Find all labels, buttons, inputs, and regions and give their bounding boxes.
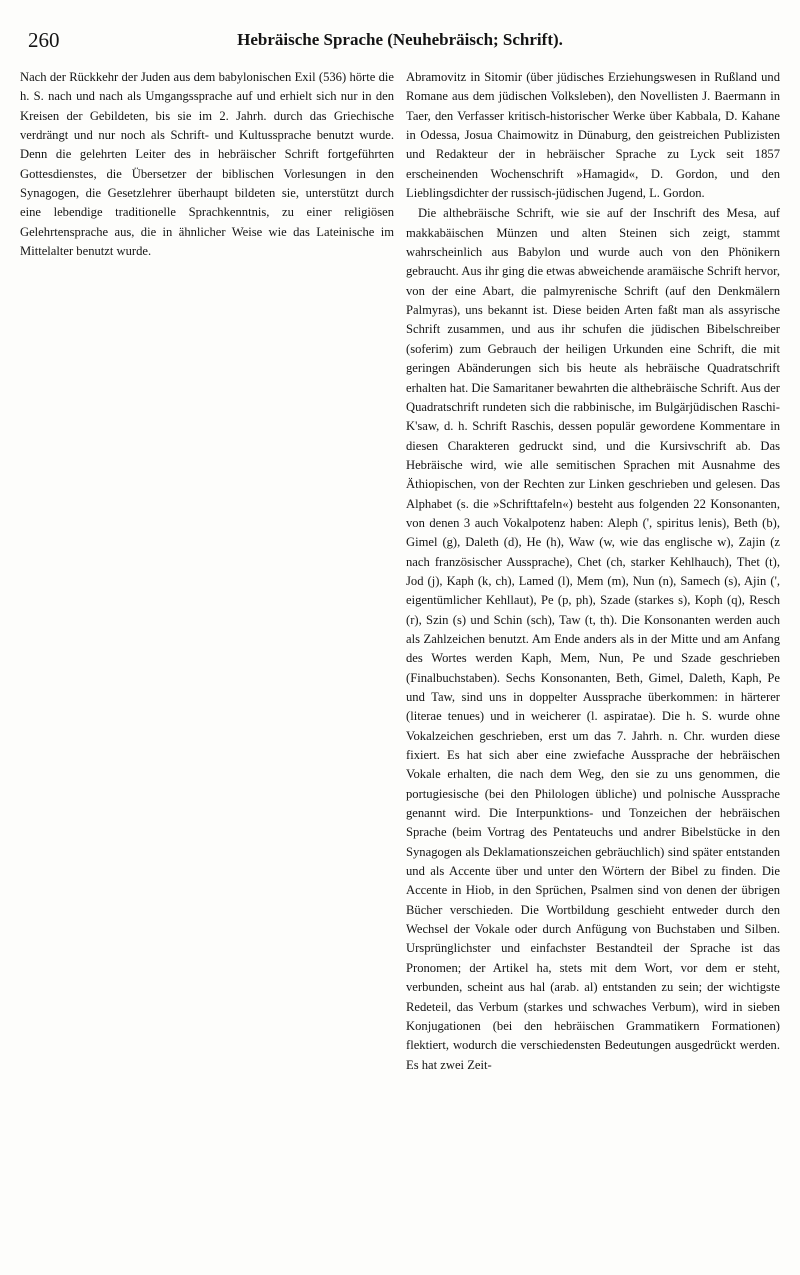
- right-column: [406, 68, 780, 1076]
- left-column: [20, 68, 394, 1076]
- paragraph: Nach der Rückkehr der Juden aus dem babylonischen Exil (536) hörte die h. S. nach und nach als Umgangssprache auf und erhielt sich nur in den Kreisen der Gebildeten, bis sie im 2. Jahrh. durch das Griechische verdrängt und nur noch als Schrift- und Kultussprache benutzt wurde. Denn die gelehrten Leiter des in hebräischer Schrift fortgeführten Gottesdienstes, die Übersetzer der biblischen Vorlesungen in den Synagogen, die Gesetzlehrer überhaupt bildeten sie, unterstützt durch eine lebendige traditionelle Sprachkenntnis, zu einer religiösen Gelehrtensprache aus, die in ähnlicher Weise wie das Lateinische im Mittelalter benutzt wurde.: [20, 70, 394, 259]
- paragraph: Abramovitz in Sitomir (über jüdisches Erziehungswesen in Rußland und Romane aus dem jüdischen Volksleben), den Novellisten J. Baermann in Taer, den Verfasser kritisch-historischer Werke über Kabbala, D. Kahane in Odessa, Josua Chaimowitz in Dünaburg, den geistreichen Publizisten und Redakteur der in hebräischer Sprache zu Lyck seit 1857 erscheinenden Wochenschrift »Hamagid«, D. Gordon, und den Lieblingsdichter der russisch-jüdischen Jugend, L. Gordon.: [406, 70, 780, 201]
- text-columns: [20, 68, 780, 1076]
- page-number: 260: [28, 28, 60, 52]
- paragraph: Die althebräische Schrift, wie sie auf der Inschrift des Mesa, auf makkabäischen Münzen und alten Steinen sich zeigt, stammt wahrscheinlich aus Babylon und wurde auch von den Phönikern gebraucht. Aus ihr ging die etwas abweichende aramäische Schrift hervor, von der eine Abart, die palmyrenische Schrift (auf den Denkmälern Palmyras), uns bekannt ist. Diese beiden Arten faßt man als assyrische Schrift zusammen, und aus ihr schufen die jüdischen Bibelschreiber (soferim) zum Gebrauch der heiligen Urkunden eine Schrift, die mit geringen Abänderungen sich bis heute als hebräische Quadratschrift erhalten hat. Die Samaritaner bewahrten die althebräische Schrift. Aus der Quadratschrift rundeten sich die rabbinische, im Bulgärjüdischen Raschi-K'saw, d. h. Schrift Raschis, dessen populär gewordene Kommentare in diesen Charakteren gedruckt sind, und die Kursivschrift ab. Das Hebräische wird, wie alle semitischen Sprachen mit Ausnahme des Äthiopischen, von der Rechten zur Linken geschrieben und gelesen. Das Alphabet (s. die »Schrifttafeln«) besteht aus folgenden 22 Konsonanten, von denen 3 auch Vokalpotenz haben: Aleph (', spiritus lenis), Beth (b), Gimel (g), Daleth (d), He (h), Waw (w, wie das englische w), Zajin (z nach französischer Aussprache), Chet (ch, starker Kehlhauch), Thet (t), Jod (j), Kaph (k, ch), Lamed (l), Mem (m), Nun (n), Samech (s), Ajin (', eigentümlicher Kehllaut), Pe (p, ph), Szade (starkes s), Koph (q), Resch (r), Szin (s) und Schin (sch), Taw (t, th). Die Konsonanten werden auch als Zahlzeichen benutzt. Am Ende anders als in der Mitte und am Anfang des Wortes werden Kaph, Mem, Nun, Pe und Szade geschrieben (Finalbuchstaben). Sechs Konsonanten, Beth, Gimel, Daleth, Kaph, Pe und Taw, sind uns in doppelter Aussprache überkommen: in härterer (literae tenues) und in weicherer (l. aspiratae). Die h. S. wurde ohne Vokalzeichen geschrieben, erst um das 7. Jahrh. n. Chr. wurden diese fixiert. Es hat sich aber eine zwiefache Aussprache der hebräischen Vokale erhalten, die nach dem Weg, den sie zu uns genommen, die portugiesische (bei den Philologen übliche) und polnische Aussprache genannt wird. Die Interpunktions- und Tonzeichen der hebräischen Sprache (beim Vortrag des Pentateuchs und andrer Bibelstücke in den Synagogen als Deklamationszeichen gebräuchlich) sind später entstanden und als Accente über und unter den Wörtern der Bibel zu finden. Die Accente in Hiob, in den Sprüchen, Psalmen sind von denen der übrigen Bücher verschieden. Die Wortbildung geschieht entweder durch den Wechsel der Vokale oder durch Anfügung von Buchstaben und Silben. Ursprünglichster und einfachster Bestandteil der Sprache ist das Pronomen; der Artikel ha, stets mit dem Wort, vor dem er steht, verbunden, scheint aus hal (arab. al) entstanden zu sein; der wichtigste Redeteil, das Verbum (starkes und schwaches Verbum), wird in sieben Konjugationen (bei den hebräischen Grammatikern Formationen) flektiert, wodurch die verschiedensten Bedeutungen ausgedrückt werden. Es hat zwei Zeit-: [406, 206, 780, 1072]
- running-title: Hebräische Sprache (Neuhebräisch; Schrift).: [237, 30, 563, 49]
- page-header: [20, 14, 780, 54]
